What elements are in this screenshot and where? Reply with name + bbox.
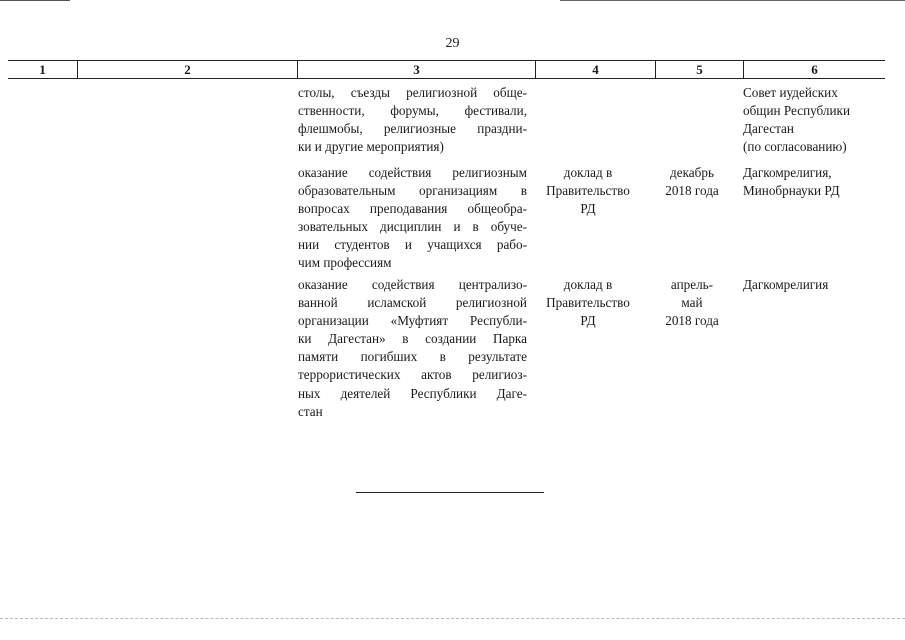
- text-line: Совет иудейских: [743, 85, 838, 100]
- text-line: Дагестан: [743, 121, 794, 137]
- text-line: террористических актов религиоз-: [298, 367, 527, 383]
- table-row-2-activity: [298, 164, 527, 273]
- text-line: вопросах преподавания общеобра-: [298, 201, 527, 217]
- page-number: 29: [445, 36, 460, 51]
- text-line: Дагкомрелигия: [743, 277, 829, 292]
- text-line: доклад в: [563, 165, 613, 180]
- text-line: Правительство: [546, 183, 630, 199]
- column-header-4: 4: [536, 61, 656, 78]
- text-line: декабрь: [670, 165, 714, 180]
- scan-edge-line: [0, 618, 905, 619]
- text-line: зовательных дисциплин и в обуче-: [298, 219, 527, 235]
- column-header-2: 2: [78, 61, 298, 78]
- text-line: оказание содействия религиозным: [298, 165, 527, 180]
- column-header-1: 1: [8, 61, 78, 78]
- text-line: 2018 года: [665, 183, 719, 199]
- text-line: ственности, форумы, фестивали,: [298, 103, 527, 119]
- text-line: стан: [298, 403, 323, 419]
- text-line: доклад в: [563, 277, 613, 292]
- text-line: Дагкомрелигия,: [743, 165, 832, 180]
- text-line: флешмобы, религиозные праздни-: [298, 121, 527, 137]
- closing-rule: [356, 492, 544, 493]
- text-line: 2018 года: [665, 313, 719, 329]
- text-line: Правительство: [546, 295, 630, 311]
- text-line: ки Дагестан» в создании Парка: [298, 331, 527, 347]
- text-line: организации «Муфтият Республи-: [298, 313, 527, 329]
- text-line: чим профессиям: [298, 255, 392, 271]
- text-line: апрель-: [670, 277, 714, 292]
- table-row-1-activity: [298, 84, 527, 156]
- table-row-3-executor: [743, 276, 875, 294]
- table-row-2-executor: [743, 164, 875, 200]
- text-line: РД: [580, 313, 596, 329]
- table-row-2-report: [537, 164, 639, 218]
- text-line: оказание содействия централизо-: [298, 277, 527, 292]
- text-line: май: [681, 295, 703, 311]
- table-row-2-deadline: [652, 164, 732, 200]
- text-line: Минобрнауки РД: [743, 183, 840, 199]
- text-line: ванной исламской религиозной: [298, 295, 527, 311]
- column-header-3: 3: [298, 61, 536, 78]
- text-line: ных деятелей Республики Даге-: [298, 385, 527, 401]
- scan-edge-line: [560, 0, 905, 1]
- column-header-6: 6: [811, 62, 818, 77]
- text-line: памяти погибших в результате: [298, 349, 527, 365]
- column-header-5: 5: [656, 61, 744, 78]
- text-line: нии студентов и учащихся рабо-: [298, 237, 527, 253]
- table-header-row: [8, 60, 885, 79]
- table-row-3-deadline: [652, 276, 732, 330]
- text-line: образовательным организациям в: [298, 183, 527, 199]
- scan-edge-line: [0, 0, 70, 1]
- text-line: (по согласованию): [743, 139, 847, 155]
- text-line: РД: [580, 201, 596, 217]
- table-row-3-activity: [298, 276, 527, 421]
- text-line: общин Республики: [743, 103, 851, 119]
- text-line: ки и другие мероприятия): [298, 139, 444, 155]
- table-row-1-executor: [743, 84, 875, 156]
- text-line: столы, съезды религиозной обще-: [298, 85, 527, 100]
- table-row-3-report: [537, 276, 639, 330]
